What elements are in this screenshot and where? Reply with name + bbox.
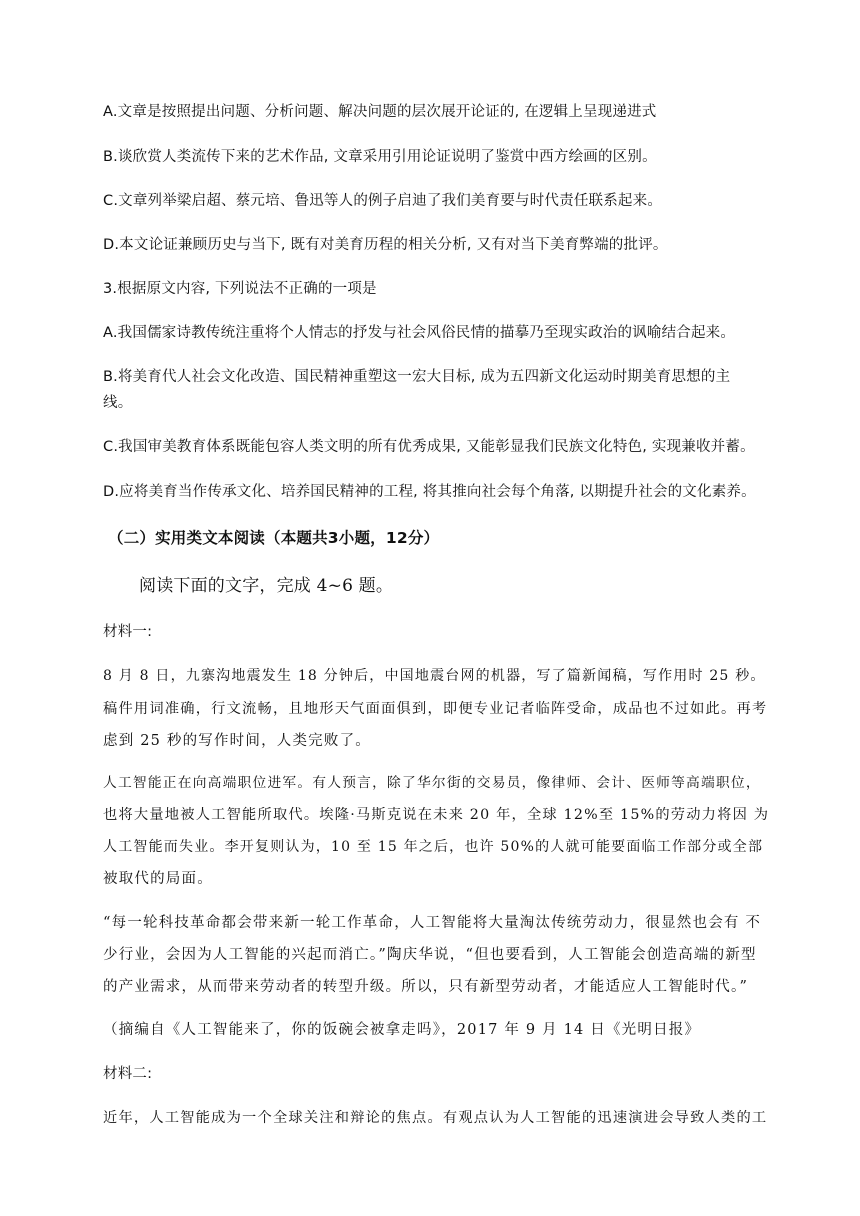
material-1-p2-line3: 人工智能而失业。李开复则认为，10 至 15 年之后，也许 50%的人就可能要面临工作部分或全部 bbox=[103, 839, 764, 855]
material-1-p3-line1: “每一轮科技革命都会带来新一轮工作革命，人工智能将大量淘汰传统劳动力，很显然也会有 不 bbox=[103, 915, 762, 931]
material-1-label: 材料一: bbox=[103, 624, 153, 640]
material-1-p3-line2: 少行业，会因为人工智能的兴起而消亡。”陶庆华说，“但也要看到，人工智能会创造高端的新型 bbox=[103, 947, 757, 963]
material-1-p3-line3: 的产业需求，从而带来劳动者的转型升级。所以，只有新型劳动者，才能适应人工智能时代。” bbox=[103, 979, 749, 995]
option-3d: D.应将美育当作传承文化、培养国民精神的工程, 将其推向社会每个角落, 以期提升社会的文化素养。 bbox=[103, 484, 756, 500]
question-3: 3.根据原文内容, 下列说法不正确的一项是 bbox=[103, 281, 377, 297]
material-1-p2-line1: 人工智能正在向高端职位进军。有人预言，除了华尔街的交易员，像律师、会计、医师等高端职位， bbox=[103, 775, 761, 791]
material-1-source: （摘编自《人工智能来了，你的饭碗会被拿走吗》，2017 年 9 月 14 日《光明日报》 bbox=[103, 1022, 701, 1038]
option-2d: D.本文论证兼顾历史与当下, 既有对美育历程的相关分析, 又有对当下美育弊端的批评。 bbox=[103, 237, 668, 253]
option-3c: C.我国审美教育体系既能包容人类文明的所有优秀成果, 又能彰显我们民族文化特色, 实现兼收并蓄。 bbox=[103, 439, 755, 455]
material-1-p1-line2: 稿件用词准确，行文流畅，且地形天气面面俱到，即便专业记者临阵受命，成品也不过如此。再考 bbox=[103, 701, 768, 717]
option-3a: A.我国儒家诗教传统注重将个人情志的抒发与社会风俗民情的描摹乃至现实政治的讽喻结合起来。 bbox=[103, 325, 736, 341]
option-3b-line2: 线。 bbox=[103, 395, 133, 411]
option-3b-line1: B.将美育代人社会文化改造、国民精神重塑这一宏大目标, 成为五四新文化运动时期美育思想的主 bbox=[103, 369, 731, 385]
option-2b: B.谈欣赏人类流传下来的艺术作品, 文章采用引用论证说明了鉴赏中西方绘画的区别。 bbox=[103, 149, 657, 165]
material-1-p2-line2: 也将大量地被人工智能所取代。埃隆·马斯克说在未来 20 年，全球 12%至 15%的劳动力将因 为 bbox=[103, 807, 770, 823]
section-heading: （二）实用类文本阅读（本题共3小题，12分） bbox=[108, 529, 440, 547]
material-2-label: 材料二: bbox=[103, 1066, 153, 1082]
option-2c: C.文章列举梁启超、蔡元培、鲁迅等人的例子启迪了我们美育要与时代责任联系起来。 bbox=[103, 193, 663, 209]
material-1-p2-line4: 被取代的局面。 bbox=[103, 871, 213, 887]
instruction: 阅读下面的文字，完成 4~6 题。 bbox=[139, 576, 394, 596]
material-2-p1-line1: 近年，人工智能成为一个全球关注和辩论的焦点。有观点认为人工智能的迅速演进会导致人类的工 bbox=[103, 1110, 768, 1126]
option-2a: A.文章是按照提出问题、分析问题、解决问题的层次展开论证的, 在逻辑上呈现递进式 bbox=[103, 104, 657, 120]
material-1-p1-line3: 虑到 25 秒的写作时间，人类完败了。 bbox=[103, 733, 371, 749]
material-1-p1-line1: 8 月 8 日，九寨沟地震发生 18 分钟后，中国地震台网的机器，写了篇新闻稿，写作用时 25 秒。 bbox=[103, 668, 766, 684]
